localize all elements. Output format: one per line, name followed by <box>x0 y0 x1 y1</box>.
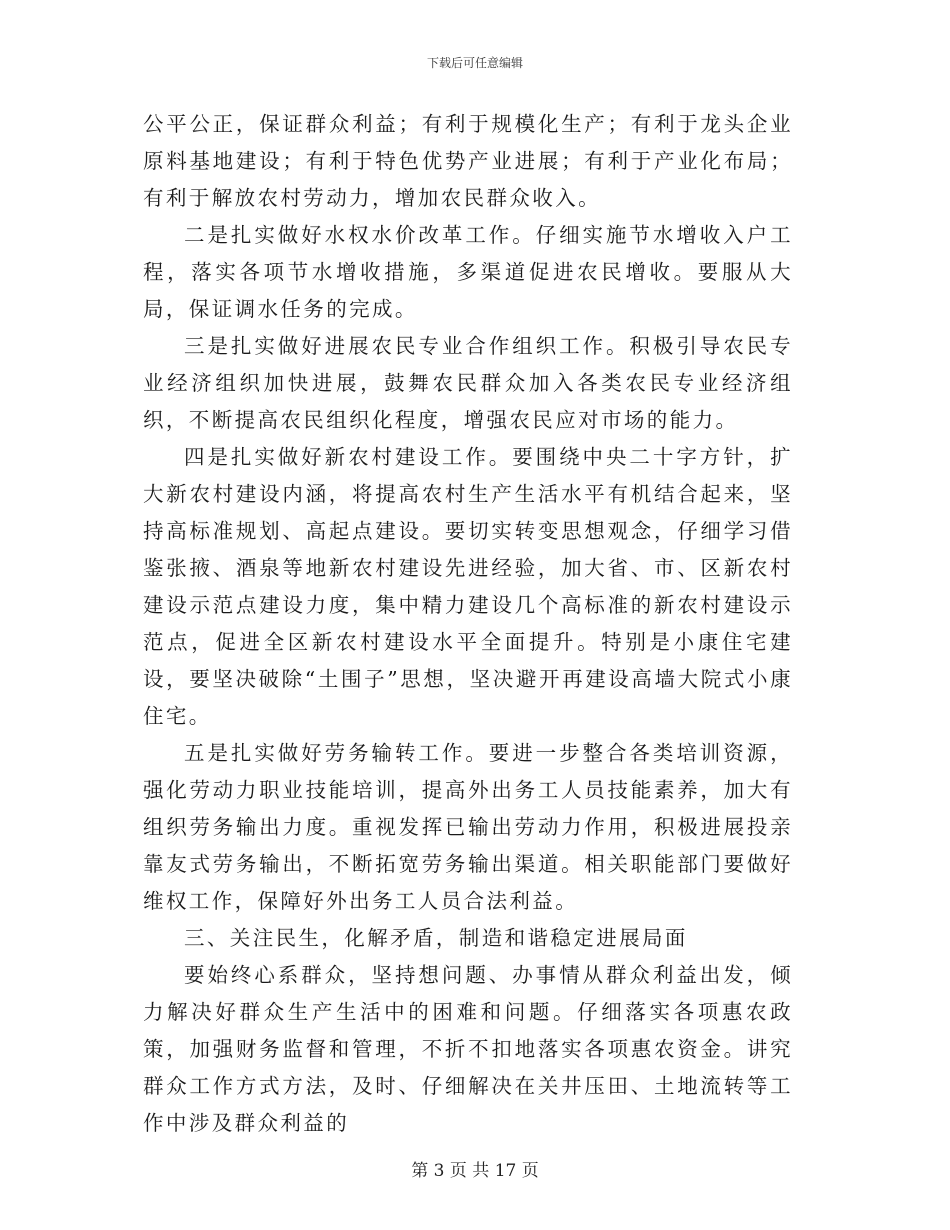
section-heading-livelihood: 三、关注民生，化解矛盾，制造和谐稳定进展局面 <box>184 926 688 950</box>
paragraph-water-rights: 二是扎实做好水权水价改革工作。仔细实施节水增收入户工程，落实各项节水增收措施，多渠道促进农民增收。要服从大局，保证调水任务的完成。 <box>143 223 793 321</box>
paragraph-new-countryside: 四是扎实做好新农村建设工作。要围绕中央二十字方针，扩大新农村建设内涵，将提高农村生产生活水平有机结合起来，坚持高标准规划、高起点建设。要切实转变思想观念，仔细学习借鉴张掖、酒泉等地新农村建设先进经验，加大省、市、区新农村建设示范点建设力度，集中精力建设几个高标准的新农村建设示范点，促进全区新农村建设水平全面提升。特别是小康住宅建设，要坚决破除“土围子”思想，坚决避开再建设高墙大院式小康住宅。 <box>143 445 793 728</box>
page-number: 第 3 页 共 17 页 <box>411 1161 539 1181</box>
paragraph-continuation: 公平公正，保证群众利益；有利于规模化生产；有利于龙头企业原料基地建设；有利于特色优势产业进展；有利于产业化布局；有利于解放农村劳动力，增加农民群众收入。 <box>143 112 793 210</box>
document-body <box>143 106 793 1142</box>
paragraph-cooperatives: 三是扎实做好进展农民专业合作组织工作。积极引导农民专业经济组织加快进展，鼓舞农民群众加入各类农民专业经济组织，不断提高农民组织化程度，增强农民应对市场的能力。 <box>143 334 793 432</box>
paragraph-labor-transfer: 五是扎实做好劳务输转工作。要进一步整合各类培训资源，强化劳动力职业技能培训，提高外出务工人员技能素养，加大有组织劳务输出力度。重视发挥已输出劳动力作用，积极进展投亲靠友式劳务输出，不断拓宽劳务输出渠道。相关职能部门要做好维权工作，保障好外出务工人员合法利益。 <box>143 741 793 913</box>
page-header: 下载后可任意编辑 <box>426 56 523 70</box>
paragraph-care-for-masses: 要始终心系群众，坚持想问题、办事情从群众利益出发，倾力解决好群众生产生活中的困难和问题。仔细落实各项惠农政策，加强财务监督和管理，不折不扣地落实各项惠农资金。讲究群众工作方式方法，及时、仔细解决在关井压田、土地流转等工作中涉及群众利益的 <box>143 963 793 1135</box>
